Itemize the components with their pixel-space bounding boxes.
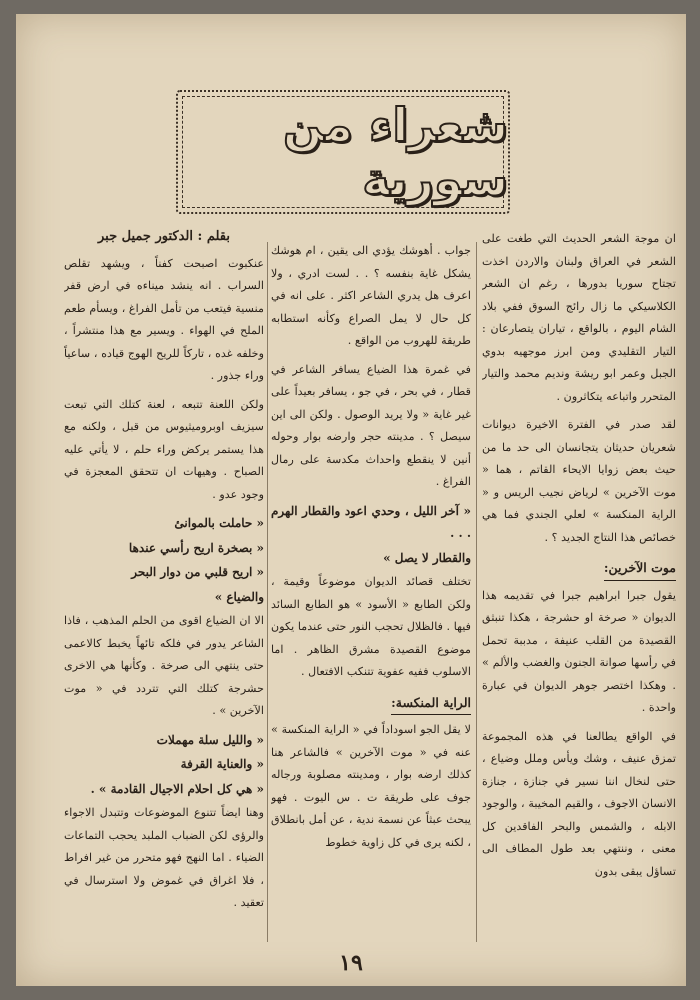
article-column-left	[64, 226, 264, 946]
paragraph: يقول جبرا ابراهيم جبرا في تقديمه هذا الديوان « صرخة او حشرجة ، هكذا تنبثق القصيدة من القلب عنيفة ، مدببة تحمل في رأسها صوانة الجنون والغضب والألم » . وهكذا اختصر جوهر الديوان في عبارة واحدة .	[482, 588, 676, 714]
article-column-right	[482, 228, 676, 948]
poem-verse: « حاملت بالموانئ	[174, 516, 264, 530]
paragraph: ولكن اللعنة تتبعه ، لعنة كتلك التي تبعت سيزيف اوبروميثيوس من قبل ، ولكنه مع هذا يستمر يركض وراء حلم ، لا يأتي عليه الصباح . وهيهات ان تتحقق المعجزة في وجود عدو .	[64, 397, 264, 501]
title-frame	[176, 90, 510, 214]
paragraph: في الواقع يطالعنا في هذه المجموعة تمزق عنيف ، وشك ويأس وملل وضياع ، حتى لنخال اننا نسير في جنازة ، جنازة الانسان الاجوف ، والقيم المخيبة ، والوجود الابله ، والشمس والبحر الفاقدين كل معنى ، وننتهي بعد طول المطاف الى تساؤل يبقى بدون	[482, 729, 676, 878]
article-column-middle	[271, 240, 471, 960]
paragraph: ان موجة الشعر الحديث التي طغت على الشعر في العراق ولبنان والاردن اخذت تجتاح سوريا بدورها ، رغم ان الشعر الكلاسيكي ما زال رائج السوق ففي بلاد الشام اليوم ، بالواقع ، تياران يتصارعان : التيار التقليدي ومن ابرز موجهيه بدوي الجبل وعمر ابو ريشة وندیم محمد والتيار المتحرر واتباعه يتكاثرون .	[482, 232, 676, 403]
poem-verse: والقطار لا يصل »	[383, 550, 471, 565]
paragraph: وهنا ايضاً تتنوع الموضوعات وتتبدل الاجواء والرؤى لكن الضباب الملبد يحجب التماعات الضياء . اما النهج فهو متحرر من غير افراط ، فلا اغراق في غموض ولا استرسال في تعقيد .	[64, 806, 264, 909]
paragraph: في غمرة هذا الضياع يسافر الشاعر في قطار ، في بحر ، في جو ، يسافر بعيداً على غير غاية « ولا يريد الوصول . ولكن الى اين سيصل ؟ . مدينته حجر وارضه بوار وحوله أنين لا ينقطع واحداث مكدسة على رمال الفراغ .	[271, 362, 471, 488]
poem-verse: « بصخرة اريح رأسي عندها	[128, 540, 264, 555]
column-divider-left	[267, 242, 268, 942]
paragraph: عنكبوت اصبحت كفناً ، ويشهد تقلص السراب . انه ينشد ميناءه في ارض قفر منسية فيتعب من تأمل الفراغ ، ويسأم طعم الملح في الهواء . ويسير مع هذا منتشراً ، وخلفه غده ، تاركاً للريح الهوج قياده ، ساعياً وراء جذور .	[64, 256, 264, 382]
section-heading-mawt-al-akharin: موت الآخرين:	[604, 557, 676, 581]
magazine-page	[16, 14, 686, 986]
poem-verse: « آخر الليل ، وحدي اعود والقطار الهرم . . .	[271, 503, 471, 540]
paragraph: الا ان الضياع اقوى من الحلم المذهب ، فاذا الشاعر يدور في فلكه تائهاً يخبط كالاعمى حتى ينتهي الى صرخة . وكأنها هي الاخرى حشرجة كتلك التي تتردد في « موت الآخرين » .	[64, 614, 264, 717]
article-title: شعراء من سورية	[283, 98, 508, 206]
column-divider-right	[476, 242, 477, 942]
poem-verse: « اريح قلبي من دوار البحر	[131, 565, 264, 579]
poem-verse: « والليل سلة مهملات	[156, 732, 264, 747]
page-number: ١٩	[339, 950, 363, 976]
poem-verse: والضياع »	[214, 589, 264, 604]
poem-verse: « هي كل احلام الاجيال القادمة » .	[90, 781, 264, 796]
paragraph: جواب . أهوشك يؤدي الى يقين ، ام هوشك يشكل غاية بنفسه ؟ . . لست ادري ، ولا اعرف هل يدري الشاعر اكثر . على انه في كل حال لا يمل الصراع وكأنه استطابه طريقة للهروب من الواقع .	[271, 244, 471, 347]
paragraph: تختلف قصائد الديوان موضوعاً وقيمة ، ولكن الطابع « الأسود » هو الطابع السائد فيها . فالظلال تحجب النور حتى عندما يكون موضوع القصيدة مشرق الظاهر . اما الاسلوب ففيه عفوية تتنكب الافتعال .	[271, 575, 471, 678]
author-byline: بقلم : الدكتور جميل جبر	[97, 229, 230, 244]
paragraph: لا يقل الجو اسوداداً في « الراية المنكسة » عنه في « موت الآخرين » فالشاعر هنا كذلك ارضه بوار ، ومدينته مصلوبة ورجاله جوف على طريقة ت . س اليوت . فهو يبحث عبثاً عن نسمة ندية ، عن أمل بانطلاق ، لكنه يرى في كل زاوية خطوط	[271, 723, 471, 849]
poem-verse: « والعناية القرفة	[180, 757, 264, 771]
paragraph: لقد صدر في الفترة الاخيرة ديوانات شعريان حديثان يتجانسان الى حد ما من حيث بعض زوايا الايحاء القاتم ، هما « موت الآخرين » لرياض نجيب الريس و « الراية المنكسة » لعلي الجندي فما هي خصائص هذا النتاج الجديد ؟ .	[482, 418, 676, 544]
section-heading-al-raya: الراية المنكسة:	[391, 692, 471, 716]
